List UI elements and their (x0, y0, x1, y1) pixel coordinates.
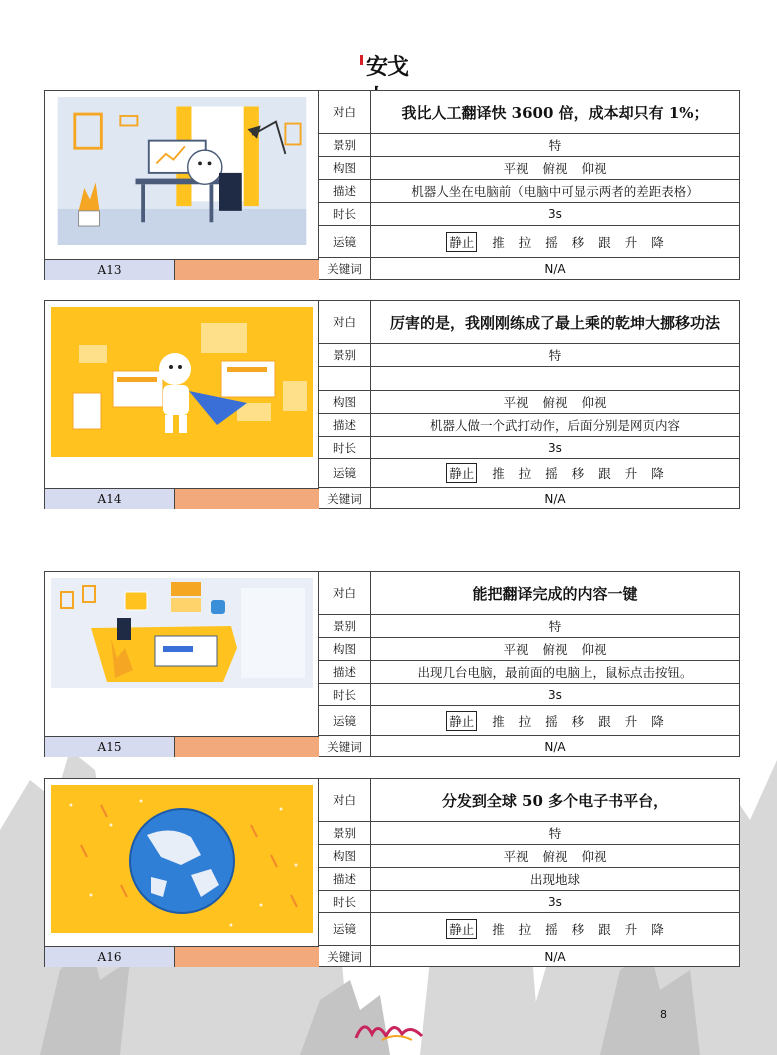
description-label: 描述 (319, 661, 371, 683)
keyword-value: N/A (544, 739, 566, 754)
composition-option: 俯视 (542, 395, 568, 410)
composition-option: 仰视 (581, 161, 607, 176)
composition-options (371, 845, 739, 867)
composition-label: 构图 (319, 391, 371, 413)
composition-label: 构图 (319, 157, 371, 179)
logo-text: 安戈 (366, 55, 409, 80)
duration-value: 3s (548, 440, 562, 455)
camera-option: 降 (651, 713, 664, 729)
footer-logo-icon (352, 1014, 432, 1044)
storyboard-card-a15 (44, 571, 740, 757)
camera-label: 运镜 (319, 459, 371, 487)
scene-thumbnail (45, 779, 319, 964)
duration-label: 时长 (319, 891, 371, 912)
company-logo (360, 52, 424, 82)
page-number: 8 (660, 1008, 667, 1021)
composition-option: 仰视 (581, 849, 607, 864)
composition-option: 俯视 (542, 849, 568, 864)
camera-option-selected: 静止 (446, 919, 477, 939)
camera-option: 升 (624, 234, 638, 250)
dialog-label: 对白 (319, 301, 371, 343)
camera-option: 摇 (545, 234, 558, 250)
camera-option: 移 (571, 922, 585, 937)
camera-option: 推 (492, 234, 505, 250)
camera-label: 运镜 (319, 226, 371, 257)
description-text: 出现地球 (529, 872, 580, 887)
shot-label: 景别 (319, 822, 371, 844)
camera-option: 跟 (598, 922, 611, 937)
shot-label: 景别 (319, 344, 371, 366)
description-text: 机器人做一个武打动作，后面分别是网页内容 (429, 418, 680, 433)
keyword-label: 关键词 (319, 258, 371, 279)
description-label: 描述 (319, 868, 371, 890)
dialog-text: 能把翻译完成的内容一键 (472, 584, 638, 603)
duration-value: 3s (548, 894, 562, 909)
composition-option: 俯视 (542, 161, 568, 176)
duration-label: 时长 (319, 684, 371, 705)
shot-value: 特 (548, 348, 562, 363)
dialog-text: 厉害的是，我刚刚练成了最上乘的乾坤大挪移功法 (389, 313, 720, 332)
shot-value: 特 (548, 138, 562, 153)
composition-option: 平视 (503, 642, 529, 657)
camera-option: 跟 (598, 713, 611, 729)
camera-label: 运镜 (319, 706, 371, 735)
description-text: 机器人坐在电脑前（电脑中可显示两者的差距表格） (411, 184, 699, 199)
keyword-value: N/A (544, 949, 566, 964)
camera-option: 拉 (518, 466, 532, 481)
scene-thumbnail (45, 91, 319, 277)
keyword-value: N/A (544, 261, 566, 276)
camera-option-selected: 静止 (446, 463, 477, 483)
camera-option: 降 (651, 466, 664, 481)
camera-option-selected: 静止 (446, 232, 477, 252)
camera-option: 升 (624, 922, 638, 937)
duration-label: 时长 (319, 203, 371, 225)
duration-label: 时长 (319, 437, 371, 458)
globe-illustration (51, 785, 313, 933)
composition-options (371, 391, 739, 413)
scene-id: A16 (45, 947, 175, 967)
dialog-text: 我比人工翻译快 3600 倍，成本却只有 1%； (401, 103, 709, 122)
shot-value: 特 (548, 619, 562, 634)
scene-id-row (45, 736, 319, 757)
camera-option: 移 (571, 713, 585, 729)
scene-color-tag (175, 489, 319, 509)
composition-option: 仰视 (581, 642, 607, 657)
dialog-label: 对白 (319, 572, 371, 614)
scene-id-row (45, 488, 319, 509)
description-label: 描述 (319, 180, 371, 202)
scene-id-row (45, 946, 319, 967)
computers-click-button-illustration (51, 578, 313, 688)
camera-option: 拉 (518, 234, 532, 250)
scene-thumbnail (45, 301, 319, 506)
robot-at-computer-illustration (51, 97, 313, 245)
composition-options (371, 157, 739, 179)
scene-color-tag (175, 947, 319, 967)
empty-label (319, 367, 371, 390)
keyword-value: N/A (544, 491, 566, 506)
scene-color-tag (175, 260, 319, 280)
camera-options (371, 706, 739, 735)
keyword-label: 关键词 (319, 488, 371, 509)
shot-value: 特 (548, 826, 562, 841)
camera-options (371, 459, 739, 487)
scene-id: A13 (45, 260, 175, 280)
camera-options (371, 913, 739, 945)
storyboard-card-a14 (44, 300, 740, 509)
camera-option: 拉 (518, 713, 532, 729)
camera-option: 移 (571, 466, 585, 481)
keyword-label: 关键词 (319, 946, 371, 967)
composition-option: 平视 (503, 849, 529, 864)
dialog-label: 对白 (319, 91, 371, 133)
camera-options (371, 226, 739, 257)
scene-id-row (45, 259, 319, 280)
camera-option: 推 (492, 466, 505, 481)
dialog-text: 分发到全球 50 多个电子书平台， (441, 791, 669, 810)
camera-label: 运镜 (319, 913, 371, 945)
camera-option-selected: 静止 (446, 711, 477, 731)
camera-option: 降 (651, 234, 664, 250)
camera-option: 拉 (518, 922, 532, 937)
scene-color-tag (175, 737, 319, 757)
camera-option: 摇 (545, 713, 558, 729)
keyword-label: 关键词 (319, 736, 371, 757)
shot-label: 景别 (319, 134, 371, 156)
empty-value (371, 367, 739, 390)
composition-option: 平视 (503, 395, 529, 410)
scene-thumbnail (45, 572, 319, 754)
logo-red-mark (360, 55, 363, 65)
storyboard-card-a13 (44, 90, 740, 280)
camera-option: 跟 (598, 234, 611, 250)
composition-options (371, 638, 739, 660)
composition-label: 构图 (319, 845, 371, 867)
description-text: 出现几台电脑，最前面的电脑上，鼠标点击按钮。 (417, 665, 693, 680)
dialog-label: 对白 (319, 779, 371, 821)
duration-value: 3s (548, 207, 562, 221)
composition-option: 平视 (503, 161, 529, 176)
camera-option: 推 (492, 922, 505, 937)
storyboard-card-a16 (44, 778, 740, 967)
composition-label: 构图 (319, 638, 371, 660)
camera-option: 移 (571, 234, 585, 250)
scene-id: A14 (45, 489, 175, 509)
robot-martial-arts-illustration (51, 307, 313, 457)
camera-option: 降 (651, 922, 664, 937)
description-label: 描述 (319, 414, 371, 436)
shot-label: 景别 (319, 615, 371, 637)
camera-option: 摇 (545, 466, 558, 481)
camera-option: 推 (492, 713, 505, 729)
camera-option: 跟 (598, 466, 611, 481)
scene-id: A15 (45, 737, 175, 757)
composition-option: 俯视 (542, 642, 568, 657)
camera-option: 摇 (545, 922, 558, 937)
composition-option: 仰视 (581, 395, 607, 410)
camera-option: 升 (624, 466, 638, 481)
duration-value: 3s (548, 687, 562, 702)
camera-option: 升 (624, 713, 638, 729)
